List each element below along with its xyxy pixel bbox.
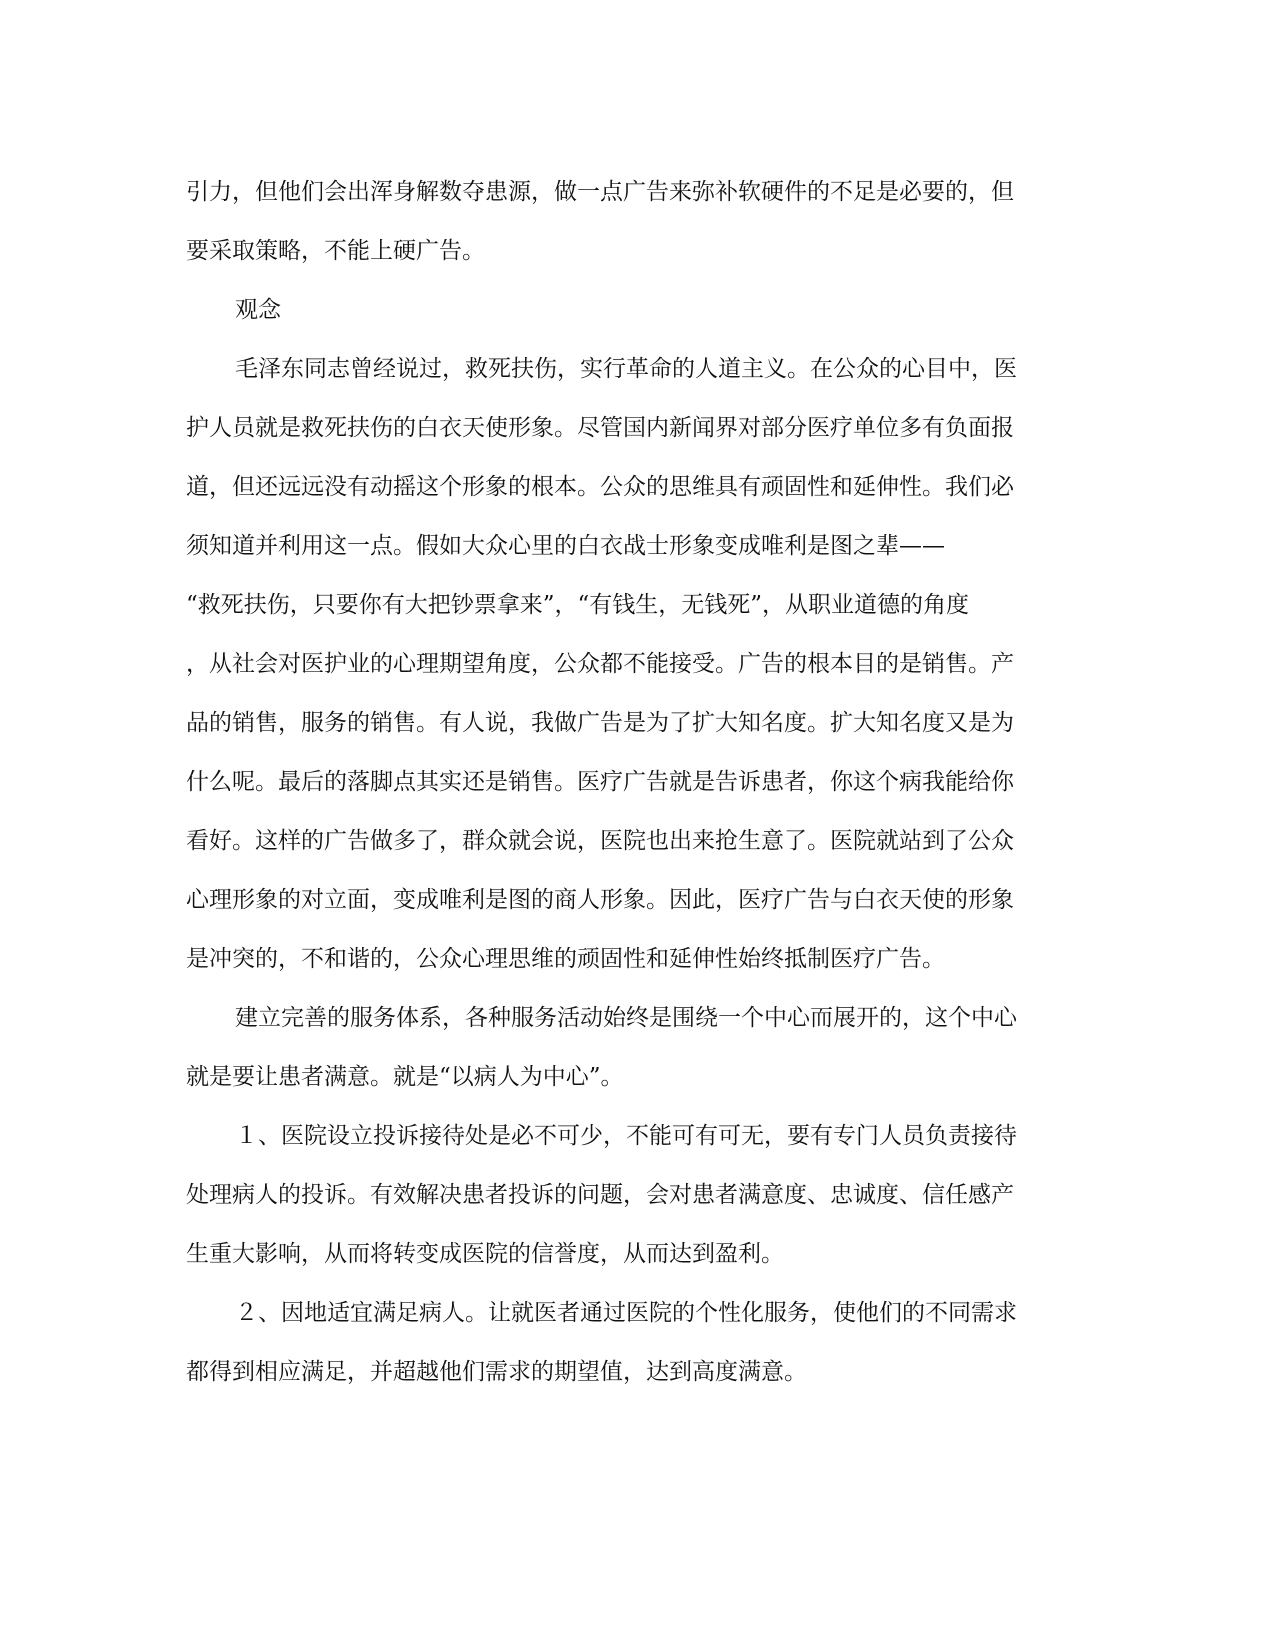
text-line: 什么呢。最后的落脚点其实还是销售。医疗广告就是告诉患者，你这个病我能给你: [186, 769, 1014, 795]
section-heading: 观念: [235, 297, 281, 323]
text-line: 品的销售，服务的销售。有人说，我做广告是为了扩大知名度。扩大知名度又是为: [186, 710, 1014, 736]
text-line: 生重大影响，从而将转变成医院的信誉度，从而达到盈利。: [186, 1241, 784, 1267]
list-item: １、医院设立投诉接待处是必不可少，不能可有可无，要有专门人员负责接待: [235, 1123, 1017, 1149]
text-line: ，从社会对医护业的心理期望角度，公众都不能接受。广告的根本目的是销售。产: [186, 651, 1014, 677]
text-line: 护人员就是救死扶伤的白衣天使形象。尽管国内新闻界对部分医疗单位多有负面报: [186, 415, 1014, 441]
text-line: 看好。这样的广告做多了，群众就会说，医院也出来抢生意了。医院就站到了公众: [186, 828, 1014, 854]
text-line: 处理病人的投诉。有效解决患者投诉的问题，会对患者满意度、忠诚度、信任感产: [186, 1182, 1014, 1208]
text-line: 建立完善的服务体系，各种服务活动始终是围绕一个中心而展开的，这个中心: [235, 1005, 1017, 1031]
list-item: ２、因地适宜满足病人。让就医者通过医院的个性化服务，使他们的不同需求: [235, 1300, 1017, 1326]
text-line: 是冲突的，不和谐的，公众心理思维的顽固性和延伸性始终抵制医疗广告。: [186, 946, 945, 972]
text-line: 须知道并利用这一点。假如大众心里的白衣战士形象变成唯利是图之辈——: [186, 533, 945, 559]
text-line: 要采取策略，不能上硬广告。: [186, 238, 485, 264]
text-line: 引力，但他们会出浑身解数夺患源，做一点广告来弥补软硬件的不足是必要的，但: [186, 179, 1014, 205]
text-line: 毛泽东同志曾经说过，救死扶伤，实行革命的人道主义。在公众的心目中，医: [235, 356, 1017, 382]
text-line: 就是要让患者满意。就是“以病人为中心”。: [186, 1064, 624, 1090]
document-body: [186, 163, 1086, 1402]
text-line: 心理形象的对立面，变成唯利是图的商人形象。因此，医疗广告与白衣天使的形象: [186, 887, 1014, 913]
text-line: “救死扶伤，只要你有大把钞票拿来”，“有钱生，无钱死”，从职业道德的角度: [186, 592, 970, 618]
text-line: 都得到相应满足，并超越他们需求的期望值，达到高度满意。: [186, 1359, 807, 1385]
text-line: 道，但还远远没有动摇这个形象的根本。公众的思维具有顽固性和延伸性。我们必: [186, 474, 1014, 500]
